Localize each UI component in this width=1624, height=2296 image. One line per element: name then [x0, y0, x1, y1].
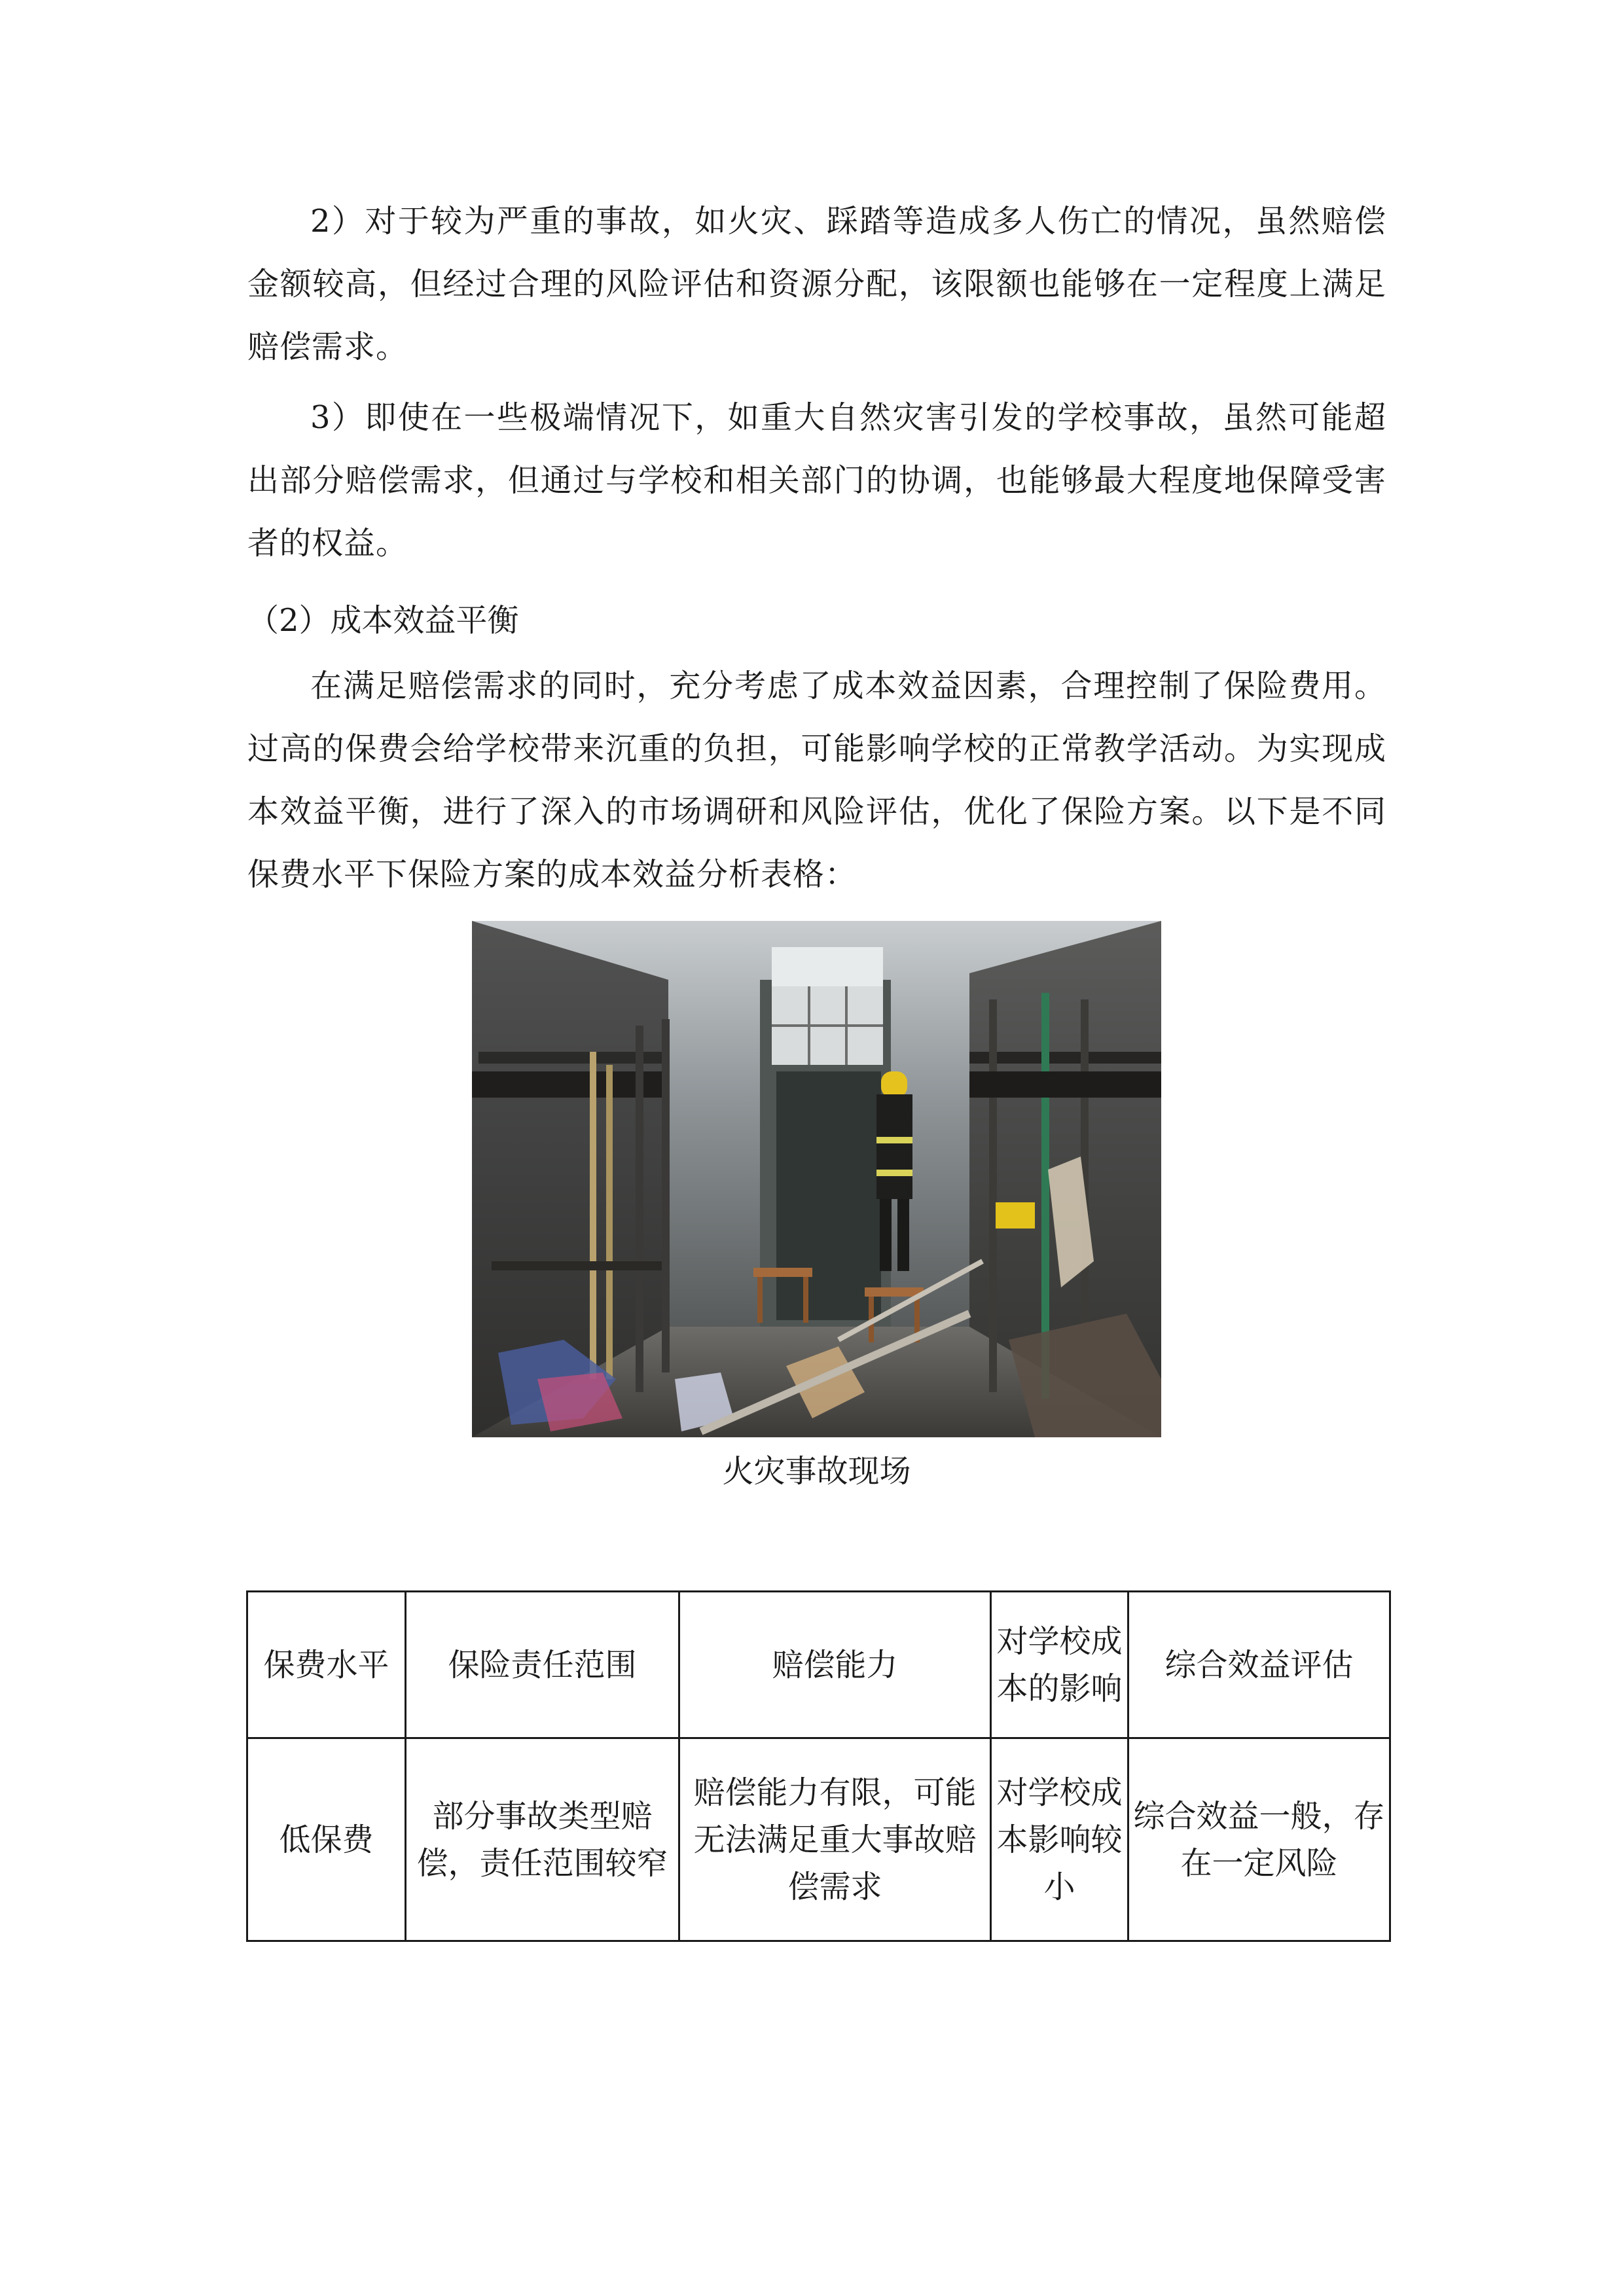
table-row: [247, 1738, 1390, 1941]
fire-scene-photo: [472, 921, 1161, 1437]
section-heading-cost-benefit: （2）成本效益平衡: [247, 602, 519, 639]
cell-coverage-scope: 部分事故类型赔偿，责任范围较窄: [406, 1738, 679, 1941]
header-premium-level: 保费水平: [247, 1592, 406, 1738]
figure-caption: 火灾事故现场: [722, 1453, 911, 1490]
header-compensation-capacity: 赔偿能力: [679, 1592, 991, 1738]
cell-premium-level: 低保费: [247, 1738, 406, 1941]
header-coverage-scope: 保险责任范围: [406, 1592, 679, 1738]
cell-overall-evaluation: 综合效益一般，存在一定风险: [1128, 1738, 1390, 1941]
paragraph-serious-accidents: 2）对于较为严重的事故，如火灾、踩踏等造成多人伤亡的情况，虽然赔偿金额较高，但经过合理的风险评估和资源分配，该限额也能够在一定程度上满足赔偿需求。: [247, 203, 1386, 365]
header-overall-evaluation: 综合效益评估: [1128, 1592, 1390, 1738]
cell-school-cost-impact: 对学校成本影响较小: [991, 1738, 1128, 1941]
paragraph-cost-benefit: 在满足赔偿需求的同时，充分考虑了成本效益因素，合理控制了保险费用。过高的保费会给学校带来沉重的负担，可能影响学校的正常教学活动。为实现成本效益平衡，进行了深入的市场调研和风险评估，优化了保险方案。以下是不同保费水平下保险方案的成本效益分析表格：: [247, 668, 1386, 893]
table-header-row: [247, 1592, 1390, 1738]
header-school-cost-impact: 对学校成本的影响: [991, 1592, 1128, 1738]
paragraph-extreme-cases: 3）即使在一些极端情况下，如重大自然灾害引发的学校事故，虽然可能超出部分赔偿需求，但通过与学校和相关部门的协调，也能够最大程度地保障受害者的权益。: [247, 399, 1386, 562]
cost-benefit-table: [246, 1590, 1391, 1942]
cell-compensation-capacity: 赔偿能力有限，可能无法满足重大事故赔偿需求: [679, 1738, 991, 1941]
